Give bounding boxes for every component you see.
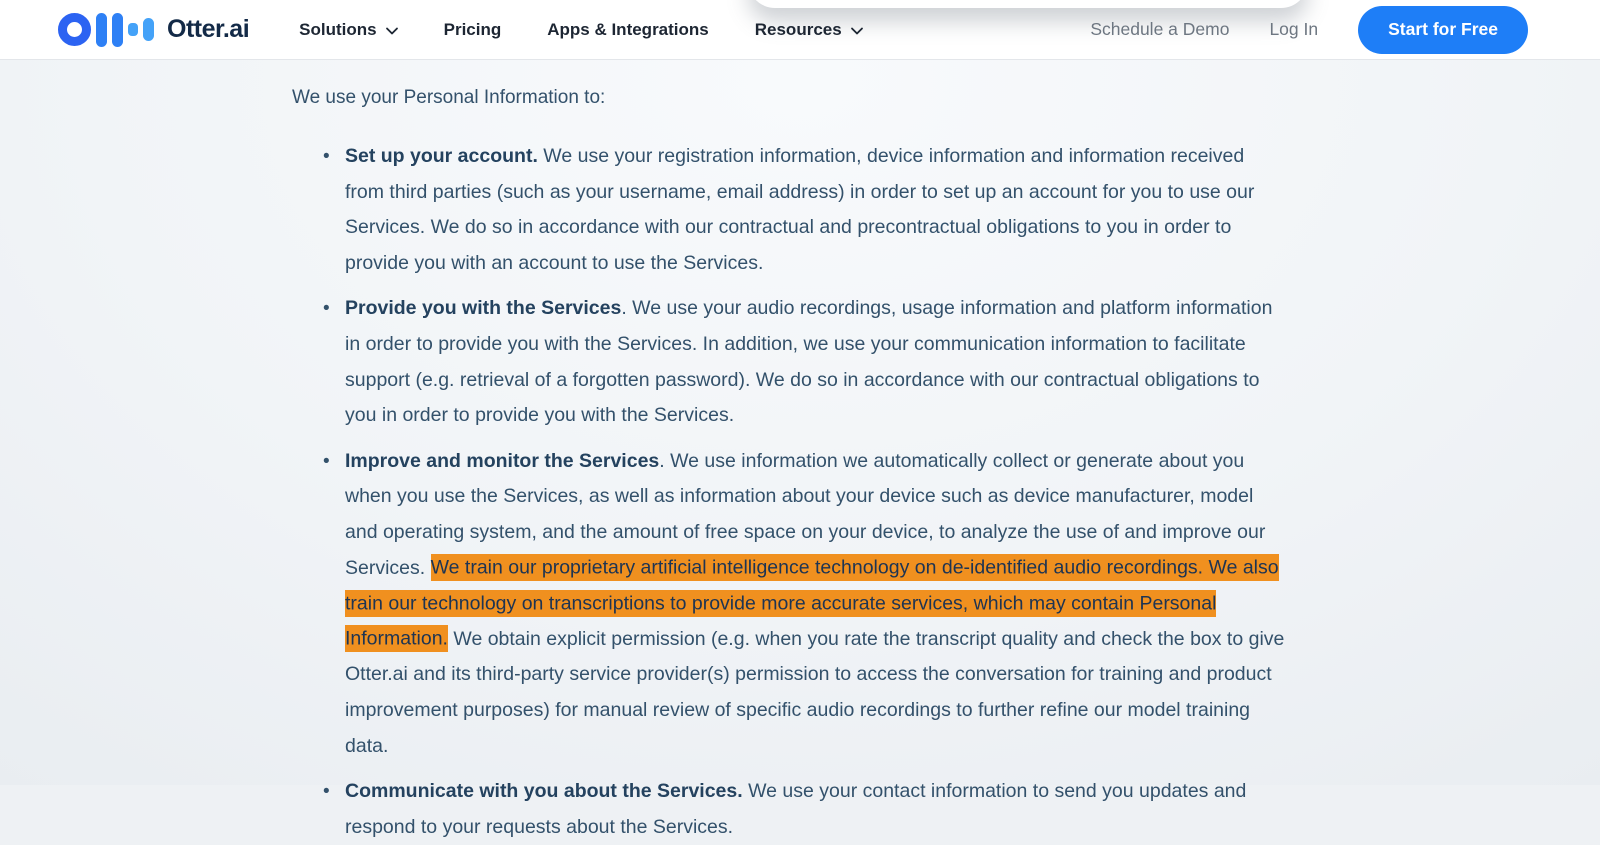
nav-item-label: Resources xyxy=(754,19,842,39)
bullet-list xyxy=(292,139,1286,845)
intro-paragraph: We use your Personal Information to: xyxy=(292,87,606,108)
nav-item-label: Solutions xyxy=(299,19,377,39)
logo-ring-shape xyxy=(58,13,91,46)
logo-bar-shape xyxy=(143,18,154,41)
list-item xyxy=(292,291,1286,433)
site-header xyxy=(0,0,1600,59)
nav-item-solutions[interactable] xyxy=(299,20,397,40)
otter-logo-icon xyxy=(58,11,154,49)
brand-name: Otter.ai xyxy=(167,15,250,43)
header-actions xyxy=(1090,6,1528,54)
list-item-clipped xyxy=(292,774,1286,845)
bullet-text: . We use your audio recordings, usage information and platform information in order to provide you with the Services. In addition, we use your communication information to facilitate support (e.g. retrieval of a forgotten password). We do so in accordance with our contractual obligations to you in order to provide you with the Services. xyxy=(345,297,1273,427)
list-item xyxy=(292,444,1286,764)
logo-bar-shape xyxy=(96,13,107,47)
nav-item-pricing[interactable] xyxy=(444,20,502,40)
bullet-text: We use your contact information to send you updates and respond to your requests about the Services. xyxy=(345,780,1247,838)
bullet-text: We obtain explicit permission (e.g. when you rate the transcript quality and check the box to give Otter.ai and its third-party service provider(s) permission to access the conversation for training and product improvement purposes) for manual review of specific audio recordings to further refine our model training data. xyxy=(345,627,1285,757)
nav-item-resources[interactable] xyxy=(755,20,863,40)
login-link[interactable]: Log In xyxy=(1269,19,1319,39)
schedule-demo-link[interactable]: Schedule a Demo xyxy=(1090,19,1230,39)
nav-item-label: Pricing xyxy=(443,19,502,39)
highlighted-text: We train our proprietary artificial intelligence technology on de-identified audio recordings. We also train our technology on transcriptions to provide more accurate services, which may contain Personal Information. xyxy=(345,554,1279,652)
chevron-down-icon xyxy=(851,27,863,35)
bullet-lead: Set up your account. xyxy=(345,145,538,167)
chevron-down-icon xyxy=(386,27,398,35)
start-for-free-button[interactable]: Start for Free xyxy=(1358,6,1528,54)
nav-item-label: Apps & Integrations xyxy=(547,19,709,39)
logo-dot-shape xyxy=(128,23,138,36)
bullet-lead: Provide you with the Services xyxy=(345,297,622,320)
logo-bar-shape xyxy=(112,13,123,47)
bullet-text: We use your registration information, device information and information received from third parties (such as your username, email address) in order to set up an account for you to use our Services. We do so in accordance with our contractual and precontractual obligations to you in order to provide you with an account to use the Services. xyxy=(345,145,1255,274)
bullet-lead: Communicate with you about the Services. xyxy=(345,780,743,803)
content-area xyxy=(0,59,1290,845)
main-nav xyxy=(299,20,863,40)
brand-logo-link[interactable] xyxy=(58,11,249,49)
bullet-lead: Improve and monitor the Services xyxy=(345,449,660,472)
list-item xyxy=(292,139,1286,281)
nav-item-apps-integrations[interactable] xyxy=(547,20,709,40)
bullet-text: . We use information we automatically collect or generate about you when you use the Services, as well as information about your device such as device manufacturer, model and operating system, and the amount of free space on your device, to analyze the use of and improve our Services. xyxy=(345,449,1266,579)
